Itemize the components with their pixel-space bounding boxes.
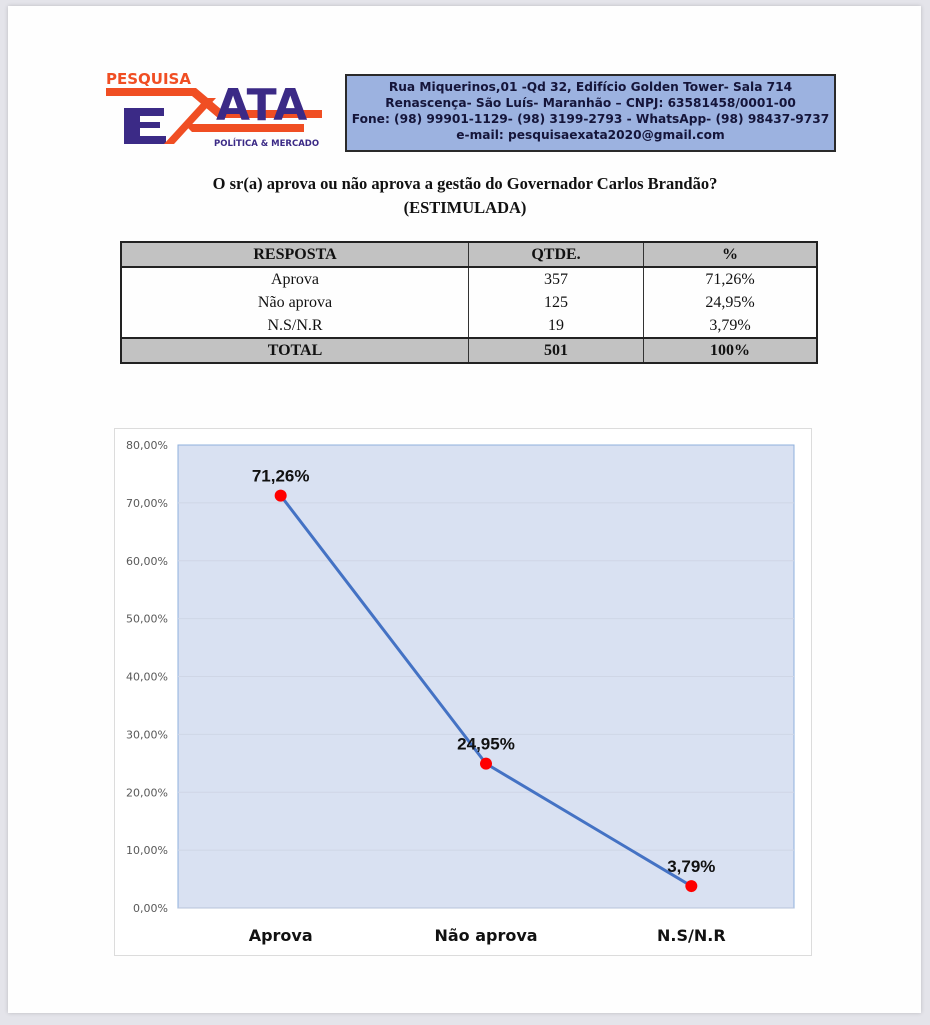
y-tick-label: 70,00% [126, 496, 168, 510]
data-point [275, 490, 287, 502]
x-tick-label: N.S/N.R [657, 926, 726, 945]
data-point [685, 880, 697, 892]
cell-qtde: 125 [469, 291, 644, 314]
total-qtde: 501 [469, 338, 644, 363]
table-row [121, 314, 817, 338]
question-title [0, 172, 930, 220]
table-row [121, 291, 817, 314]
company-contact-box [345, 74, 836, 152]
header-qtde: QTDE. [469, 242, 644, 267]
cell-qtde: 19 [469, 314, 644, 338]
table-total-row [121, 338, 817, 363]
cell-resposta: Aprova [271, 270, 319, 288]
logo-sub-text: POLÍTICA & MERCADO [214, 139, 320, 149]
logo-graphic [104, 68, 324, 152]
y-tick-label: 20,00% [126, 786, 168, 800]
data-point [480, 758, 492, 770]
question-type: (ESTIMULADA) [403, 198, 527, 217]
table-row [121, 267, 817, 291]
cell-percent: 71,26% [644, 267, 818, 291]
x-tick-label: Não aprova [434, 926, 538, 945]
logo-top-text: PESQUISA [106, 70, 191, 88]
y-tick-label: 0,00% [133, 902, 168, 915]
line-chart [114, 428, 812, 956]
data-label: 24,95% [457, 734, 515, 754]
cell-percent: 24,95% [644, 291, 818, 314]
y-tick-label: 50,00% [126, 612, 168, 626]
y-tick-label: 80,00% [126, 439, 168, 452]
phone-line: Fone: (98) 99901-1129- (98) 3199-2793 - WhatsApp- (98) 98437-9737 [351, 112, 830, 126]
address-line: Renascença- São Luís- Maranhão – CNPJ: 63581458/0001-00 [385, 96, 796, 110]
pesquisa-exata-logo [104, 68, 324, 152]
header-resposta: RESPOSTA [121, 242, 469, 267]
total-label: TOTAL [121, 338, 469, 363]
y-tick-label: 40,00% [126, 670, 168, 684]
table-header-row [121, 242, 817, 267]
cell-resposta: N.S/N.R [267, 316, 323, 334]
results-table [120, 241, 818, 364]
x-tick-label: Aprova [248, 926, 313, 945]
data-label: 71,26% [251, 466, 310, 486]
cell-qtde: 357 [469, 267, 644, 291]
email-line: e-mail: pesquisaexata2020@gmail.com [456, 128, 725, 142]
question-text: O sr(a) aprova ou não aprova a gestão do Governador Carlos Brandão? [212, 174, 718, 193]
y-tick-label: 30,00% [126, 728, 168, 742]
data-label: 3,79% [667, 857, 716, 877]
logo-x-stroke [164, 98, 216, 144]
cell-resposta: Não aprova [257, 293, 333, 311]
total-percent: 100% [644, 338, 818, 363]
cell-percent: 3,79% [644, 314, 818, 338]
logo-e-shape [124, 108, 166, 144]
header-percent: % [644, 242, 818, 267]
address-line: Rua Miquerinos,01 -Qd 32, Edifício Golden Tower- Sala 714 [388, 80, 793, 94]
y-tick-label: 60,00% [126, 554, 168, 568]
chart-svg [115, 429, 811, 955]
y-tick-label: 10,00% [126, 844, 168, 858]
logo-main-text: ATA [216, 80, 308, 131]
